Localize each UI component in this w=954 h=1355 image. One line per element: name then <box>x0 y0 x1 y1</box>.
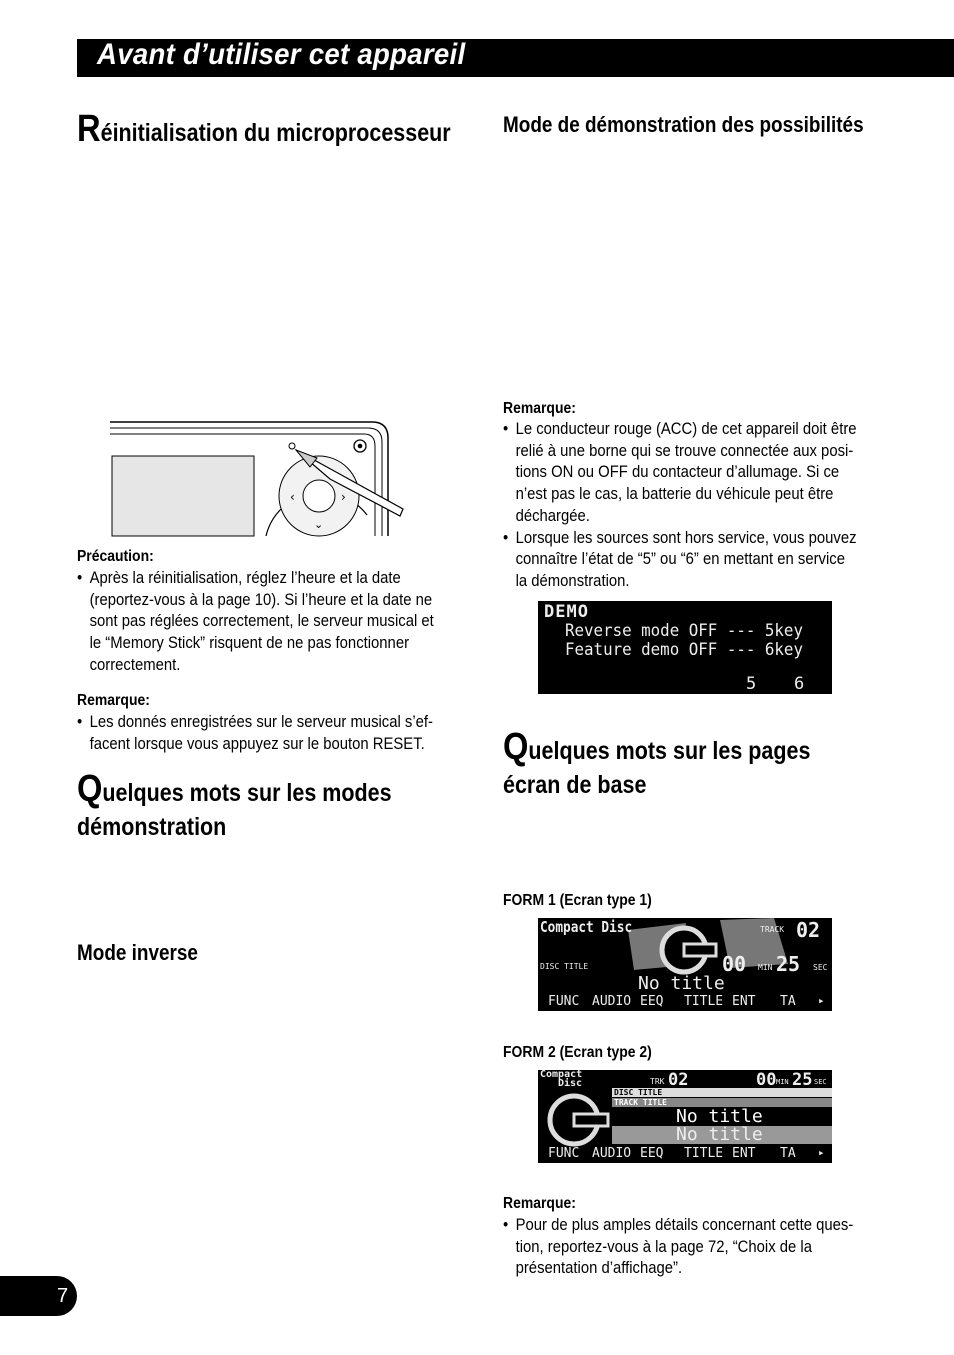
form2-min-label: MIN <box>776 1078 789 1086</box>
menu-title: TITLE <box>684 1146 724 1161</box>
form2-source: Compact Disc <box>540 1070 583 1089</box>
menu-ent: ENT <box>732 994 756 1009</box>
form2-sec-label: SEC <box>814 1078 827 1086</box>
form1-disc-title-label: DISC TITLE <box>540 962 589 971</box>
page-number: 7 <box>57 1285 69 1307</box>
form2-trk-label: TRK <box>650 1077 665 1086</box>
remark-label: Remarque: <box>503 1195 576 1212</box>
basic-pages-heading: Quelques mots sur les pages écran de base <box>503 726 811 799</box>
menu-audio: AUDIO <box>592 994 632 1009</box>
form2-track-title-label: TRACK TITLE <box>614 1098 667 1107</box>
form1-track-number: 02 <box>796 918 821 942</box>
form1-sec-label: SEC <box>813 963 828 972</box>
form2-sec-value: 25 <box>792 1070 813 1090</box>
demo-line-feature: Feature demo OFF --- 6key <box>565 640 803 660</box>
demo-modes-heading: Quelques mots sur les modes démonstration <box>77 768 392 841</box>
menu-eeq: EEQ <box>640 994 664 1009</box>
form1-display <box>538 918 832 1011</box>
form2-label: FORM 2 (Ecran type 2) <box>503 1044 652 1061</box>
menu-func: FUNC <box>548 1146 580 1161</box>
feature-demo-heading: Mode de démonstration des possibilités <box>503 112 864 137</box>
form2-display <box>538 1070 832 1163</box>
demo-key-6: 6 <box>794 674 805 694</box>
svg-text:›: › <box>341 490 346 504</box>
demo-line-reverse: Reverse mode OFF --- 5key <box>565 621 803 641</box>
form1-min-label: MIN <box>758 963 773 972</box>
form2-disc-title: No title <box>676 1106 763 1127</box>
menu-ta: TA <box>780 1146 796 1161</box>
demo-display <box>538 601 832 694</box>
form1-sec-value: 25 <box>776 952 801 976</box>
form2-track-number: 02 <box>668 1070 689 1090</box>
remark-label: Remarque: <box>503 400 576 417</box>
svg-text:‹: ‹ <box>290 490 295 504</box>
form1-source: Compact Disc <box>540 918 633 936</box>
right-arrow-icon: ▸ <box>818 994 825 1007</box>
page-title: Avant d’utiliser cet appareil <box>97 38 466 71</box>
form1-title: No title <box>638 973 725 994</box>
mode-inverse-heading: Mode inverse <box>77 940 198 965</box>
form1-label: FORM 1 (Ecran type 1) <box>503 892 652 909</box>
form1-track-label: TRACK <box>760 925 785 934</box>
reset-heading: Réinitialisation du microprocesseur <box>77 108 451 150</box>
form2-track-title: No title <box>676 1124 763 1145</box>
menu-eeq: EEQ <box>640 1146 664 1161</box>
remark-text: • Le conducteur rouge (ACC) de cet appareil doit être relié à une borne qui se trouve connectée aux posi- tions ON ou OFF du contacteur d’allumage. Si ce n’est pas le cas, la batterie du véhicule peut être déchargée. • Lorsque les sources sont hors service, vous pouvez connaître l’état de “5” ou “6” en mettant en service la démonstration. <box>503 419 857 593</box>
device-reset-illustration <box>110 420 410 538</box>
demo-title: DEMO <box>544 602 589 622</box>
menu-audio: AUDIO <box>592 1146 632 1161</box>
remark-label: Remarque: <box>77 692 150 709</box>
menu-title: TITLE <box>684 994 724 1009</box>
precaution-text: • Après la réinitialisation, réglez l’heure et la date (reportez-vous à la page 10). Si l’heure et la date ne sont pas réglées correctement, le serveur musical et le “Memory Stick” risquent de ne pas fonctionner correctement. <box>77 568 434 677</box>
menu-func: FUNC <box>548 994 580 1009</box>
form1-min-value: 00 <box>722 952 747 976</box>
remark-text: • Les donnés enregistrées sur le serveur musical s’ef- facent lorsque vous appuyez sur le bouton RESET. <box>77 712 433 755</box>
form2-disc-title-label: DISC TITLE <box>614 1088 663 1097</box>
remark-text: • Pour de plus amples détails concernant cette ques- tion, reportez-vous à la page 72, “Choix de la présentation d’affichage”. <box>503 1215 853 1280</box>
menu-ta: TA <box>780 994 796 1009</box>
right-arrow-icon: ▸ <box>818 1146 825 1159</box>
page-number-tab <box>0 1276 77 1316</box>
demo-key-5: 5 <box>746 674 757 694</box>
menu-ent: ENT <box>732 1146 756 1161</box>
form2-min-value: 00 <box>756 1070 777 1090</box>
precaution-label: Précaution: <box>77 548 154 565</box>
svg-text:⌄: ⌄ <box>314 518 324 531</box>
